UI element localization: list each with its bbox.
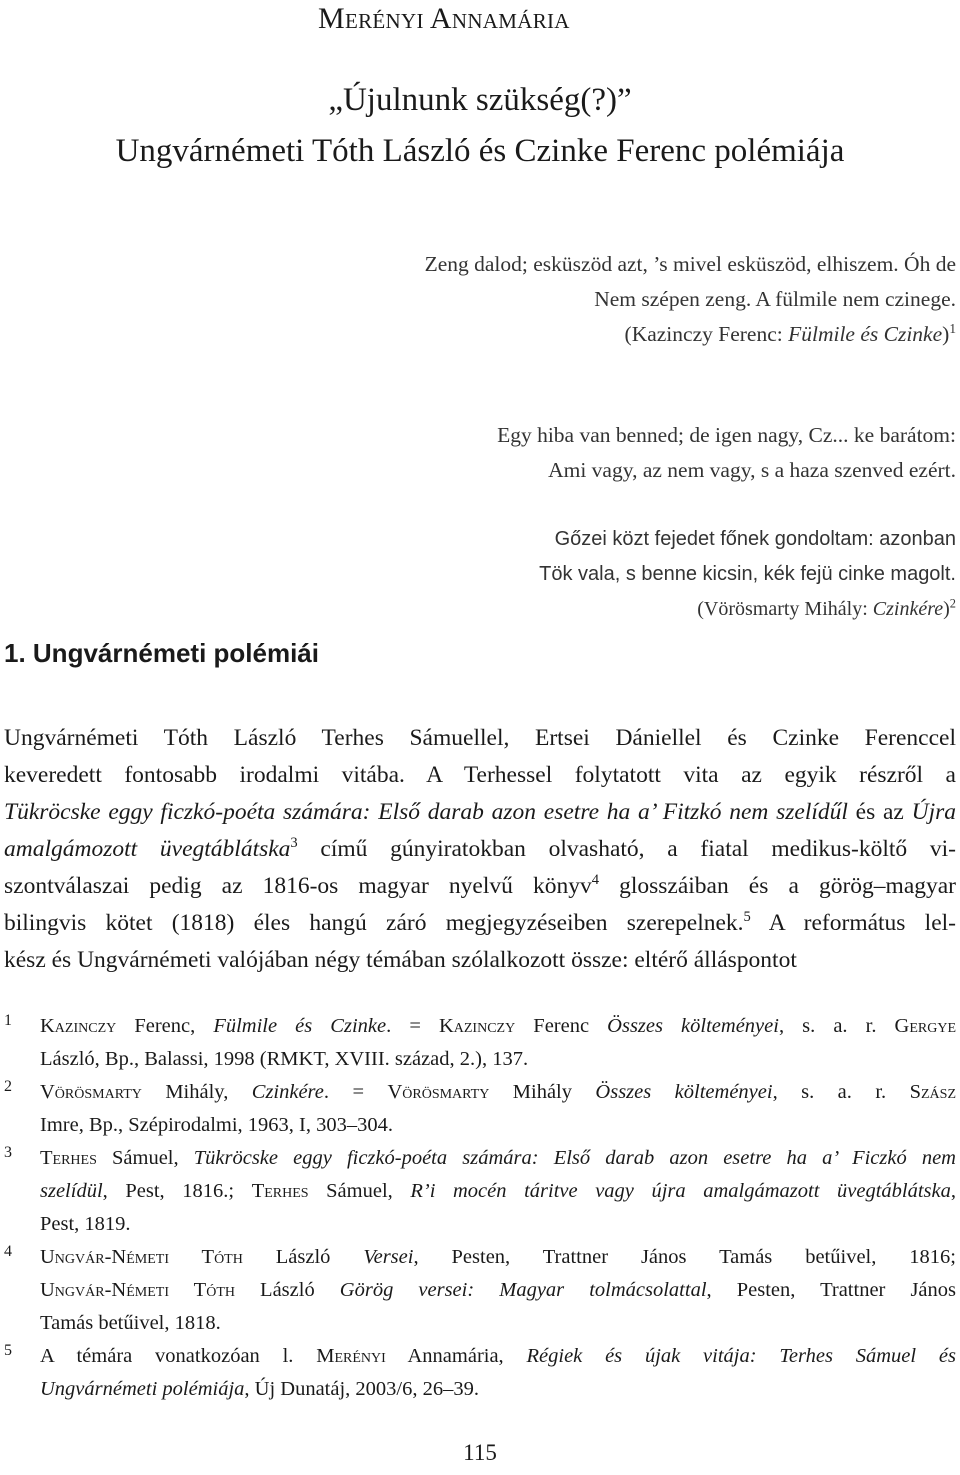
footnote-number: 4 <box>4 1243 12 1260</box>
footnote-ref[interactable]: 2 <box>949 596 956 611</box>
footnote-5: 5 A témára vonatkozóan l. Merényi Annamária, Régiek és újak vitája: Terhes Sámuel és Ungvárnémeti polémiája, Új Dunatáj, 2003/6, 26–39. <box>4 1340 956 1406</box>
footnote-number: 2 <box>4 1078 12 1095</box>
epigraph-anonymous <box>497 418 956 488</box>
page-number: 115 <box>463 1440 497 1465</box>
footnote-2: 2 Vörösmarty Mihály, Czinkére. = Vörösmarty Mihály Összes költeményei, s. a. r. Szász Imre, Bp., Szépirodalmi, 1963, I, 303–304. <box>4 1076 956 1142</box>
epigraph-line: Nem szépen zeng. A fülmile nem czinege. <box>594 287 956 311</box>
epigraph-source: (Kazinczy Ferenc: Fülmile és Czinke)$^1$ <box>624 320 956 346</box>
footnote-ref[interactable]: 3 <box>290 835 298 852</box>
article-title: „Újulnunk szükség(?)” <box>328 82 632 118</box>
epigraph-line: Ami vagy, az nem vagy, s a haza szenved ezért. <box>548 458 956 482</box>
footnote-4: 4 Ungvár-Németi Tóth László Versei, Pesten, Trattner János Tamás betűivel, 1816; Ungvár-Németi Tóth László Görög versei: Magyar tolmácsolattal, Pesten, Trattner János Tamás betűivel, 1818. <box>4 1241 956 1340</box>
body-line: kész és Ungvárnémeti valójában négy témában szólalkozott össze: eltérő álláspontot <box>4 947 797 973</box>
epigraph-vorosmarty <box>539 522 956 627</box>
epigraph-source: (Vörösmarty Mihály: Czinkére)$^2$ <box>697 596 956 620</box>
footnote-ref[interactable]: 5 <box>743 909 751 926</box>
body-line: szontválaszai pedig az 1816-os magyar nyelvű könyv$^4$ glosszáiban és a görög–magyar <box>4 872 956 899</box>
body-line: Tükröcske eggy ficzkó-poéta számára: Első darab azon esetre ha a’ Fitzkó nem szelídűl és az Újra <box>4 799 956 825</box>
epigraph-line: Tök vala, s benne kicsin, kék fejü cinke magolt. <box>539 563 956 585</box>
epigraph-line: Egy hiba van benned; de igen nagy, Cz... ke barátom: <box>497 423 956 447</box>
article-subtitle: Ungvárnémeti Tóth László és Czinke Ferenc polémiája <box>115 133 845 169</box>
footnotes <box>4 1010 956 1406</box>
author-name: Merényi Annamária <box>318 2 570 35</box>
epigraph-kazinczy <box>425 247 956 352</box>
footnote-ref[interactable]: 1 <box>949 320 956 336</box>
epigraph-line: Gőzei közt fejedet főnek gondoltam: azonban <box>554 528 956 550</box>
body-line: Ungvárnémeti Tóth László Terhes Sámuellel, Ertsei Dániellel és Czinke Ferenccel <box>4 725 956 751</box>
footnote-number: 3 <box>4 1144 12 1161</box>
footnote-number: 5 <box>4 1342 12 1359</box>
footnote-1: 1 Kazinczy Ferenc, Fülmile és Czinke. = Kazinczy Ferenc Összes költeményei, s. a. r. Gergye László, Bp., Balassi, 1998 (RMKT, XVIII. század, 2.), 137. <box>4 1010 956 1076</box>
footnote-number: 1 <box>4 1012 12 1029</box>
body-line: bilingvis kötet (1818) éles hangú záró megjegyzéseiben szerepelnek.$^5$ A református lel- <box>4 909 956 936</box>
section-heading: 1. Ungvárnémeti polémiái <box>4 638 319 668</box>
epigraph-line: Zeng dalod; esküszöd azt, ’s mivel esküszöd, elhiszem. Óh de <box>424 252 956 276</box>
footnote-3: 3 Terhes Sámuel, Tükröcske eggy ficzkó-poéta számára: Első darab azon esetre ha a’ Ficzkó nem szelídül, Pest, 1816.; Terhes Sámuel, R’i mocén táritve vagy újra amalgámazott üvegtáblátska, Pest, 1819. <box>4 1142 956 1241</box>
body-line: amalgámozott üvegtáblátska$^3$ című gúnyiratokban olvasható, a fiatal medikus-költő vi- <box>4 835 956 862</box>
footnote-ref[interactable]: 4 <box>591 872 599 889</box>
body-line: keveredett fontosabb irodalmi vitába. A Terhessel folytatott vita az egyik részről a <box>4 762 956 788</box>
body-paragraph <box>4 720 956 979</box>
